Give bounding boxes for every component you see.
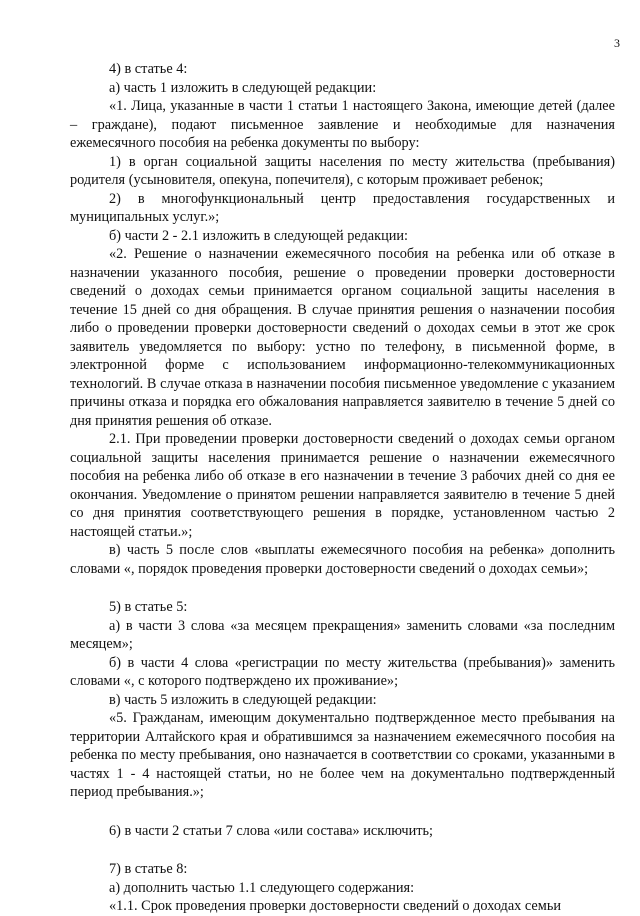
paragraph: 7) в статье 8: [109,861,188,877]
paragraph: «2. Решение о назначении ежемесячного пособия на ребенка или об отказе в назначении указанного пособия, решение о проведении проверки достоверности сведений о доходах семьи принимается органом социальной защиты населения в течение 15 дней со дня обращения. В случае принятия решения о назначении пособия либо о проведении проверки достоверности сведений о доходах семьи в этот же срок заявитель уведомляется по выбору: устно по телефону, в письменной форме, в электронной форме с использованием информационно-телекоммуникационных технологий. В случае отказа в назначении пособия письменное уведомление с указанием причины отказа и порядка его обжалования направляется заявителю в течение 5 дней со дня принятия решения об отказе. [70,246,615,429]
paragraph: а) дополнить частью 1.1 следующего содержания: [109,879,415,896]
paragraph: 6) в части 2 статьи 7 слова «или состава» исключить; [109,822,434,839]
paragraph: 1) в орган социальной защиты населения по месту жительства (пребывания) родителя (усыновителя, опекуна, попечителя), с которым проживает ребенок; [70,153,615,188]
paragraph: а) часть 1 изложить в следующей редакции: [109,79,377,96]
paragraph: б) в части 4 слова «регистрации по месту жительства (пребывания)» заменить словами «, с которого подтверждено их проживание»; [70,654,615,689]
paragraph: в) часть 5 изложить в следующей редакции: [109,691,377,708]
document-body [70,60,615,916]
paragraph: в) часть 5 после слов «выплаты ежемесячного пособия на ребенка» дополнить словами «, порядок проведения проверки достоверности сведений о доходах семьи»; [70,542,615,577]
paragraph: «1.1. Срок проведения проверки достоверности сведений о доходах семьи [109,898,561,914]
paragraph: 2) в многофункциональный центр предоставления государственных и муниципальных услуг.»; [70,190,615,225]
paragraph: 4) в статье 4: [109,61,188,77]
paragraph: а) в части 3 слова «за месяцем прекращения» заменить словами «за последним месяцем»; [70,617,615,652]
page-number: 3 [614,36,620,50]
paragraph: 2.1. При проведении проверки достоверности сведений о доходах семьи органом социальной защиты населения принимается решение о назначении ежемесячного пособия на ребенка либо об отказе в его назначении в течение 3 рабочих дней со дня ее окончания. Уведомление о принятом решении направляется заявителю в течение 5 дней со дня принятия соответствующего решения в порядке, установленном частью 2 настоящей статьи.»; [70,431,615,540]
paragraph: «5. Гражданам, имеющим документально подтвержденное место пребывания на территории Алтайского края и обратившимся за назначением ежемесячного пособия на ребенка по месту пребывания, оно назначается в соответствии со сроками, указанными в частях 1 - 4 настоящей статьи, но не более чем на документально подтвержденный период пребывания.»; [70,710,615,800]
paragraph: «1. Лица, указанные в части 1 статьи 1 настоящего Закона, имеющие детей (далее – граждане), подают письменное заявление и необходимые для назначения ежемесячного пособия на ребенка документы по выбору: [70,98,615,151]
paragraph: б) части 2 - 2.1 изложить в следующей редакции: [109,227,409,244]
paragraph: 5) в статье 5: [109,599,188,615]
